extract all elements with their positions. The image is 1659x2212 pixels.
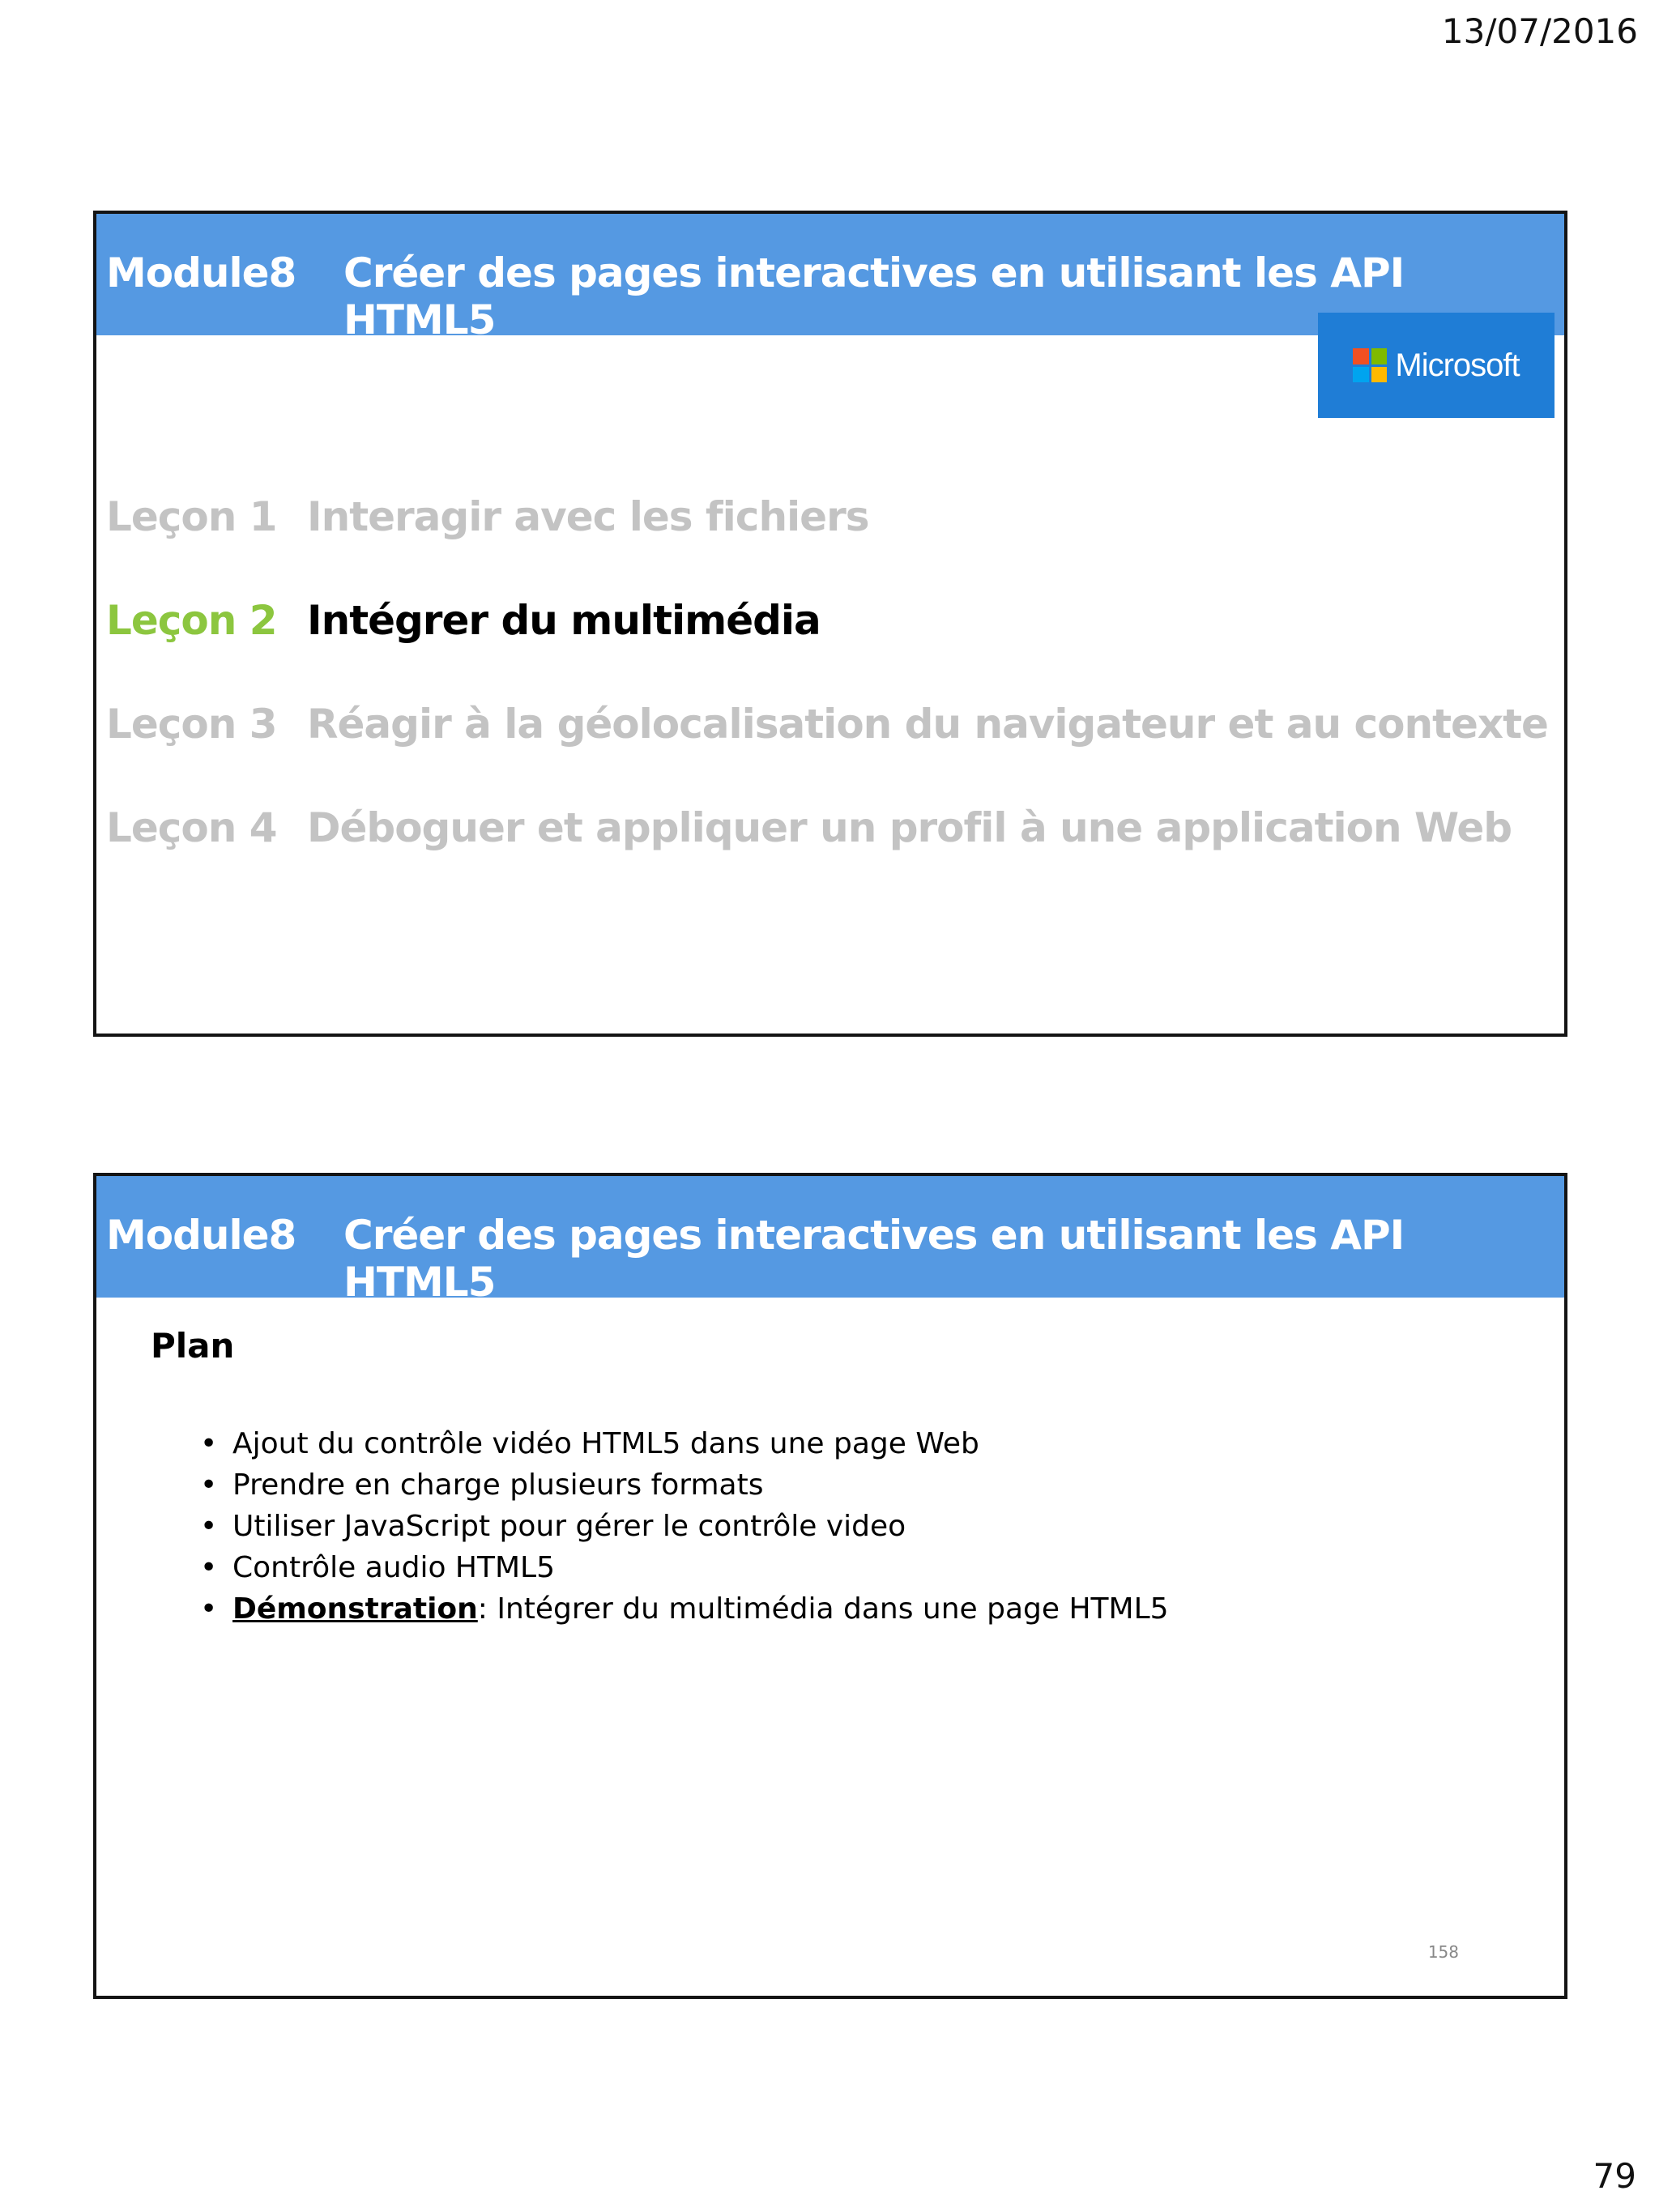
page-date: 13/07/2016 [1441,11,1638,51]
list-item-text: Utiliser JavaScript pour gérer le contrôle video [232,1510,906,1543]
list-item-text: Ajout du contrôle vidéo HTML5 dans une page Web [232,1427,979,1460]
demo-list-item [200,1592,1169,1634]
module-title: Créer des pages interactives en utilisant les API HTML5 [343,249,1405,343]
list-item [200,1551,1169,1592]
lesson-number: Leçon 4 [106,804,277,851]
demo-label: Démonstration [232,1592,478,1626]
lesson-title: Réagir à la géolocalisation du navigateur et au contexte [307,701,1548,748]
lesson-2 [106,597,1548,701]
lesson-number: Leçon 3 [106,701,277,748]
plan-list [200,1427,1169,1634]
module-title: Créer des pages interactives en utilisant les API HTML5 [343,1212,1405,1306]
slide-lessons-overview [93,211,1567,1037]
slide-plan [93,1173,1567,1999]
list-item [200,1468,1169,1510]
list-item [200,1427,1169,1468]
lesson-1 [106,493,1548,597]
page-number: 79 [1593,2156,1636,2196]
microsoft-logo-text: Microsoft [1395,347,1520,383]
microsoft-logo [1318,313,1555,418]
lesson-title: Intégrer du multimédia [307,597,821,644]
list-item-text: Prendre en charge plusieurs formats [232,1468,764,1502]
lesson-list [106,493,1548,908]
lesson-title: Interagir avec les fichiers [307,493,869,540]
slide-number: 158 [1427,1942,1459,1962]
lesson-title: Déboguer et appliquer un profil à une application Web [307,804,1512,851]
lesson-3 [106,701,1548,804]
slide-header [96,1176,1564,1306]
lesson-number: Leçon 1 [106,493,277,540]
lesson-4 [106,804,1548,908]
module-label: Module8 [106,249,296,296]
module-label: Module8 [106,1212,296,1259]
demo-text: : Intégrer du multimédia dans une page HTML5 [477,1592,1169,1626]
lesson-number: Leçon 2 [106,597,277,644]
list-item [200,1510,1169,1551]
list-item-text: Contrôle audio HTML5 [232,1551,556,1584]
plan-heading: Plan [151,1326,235,1366]
windows-icon [1353,348,1387,382]
